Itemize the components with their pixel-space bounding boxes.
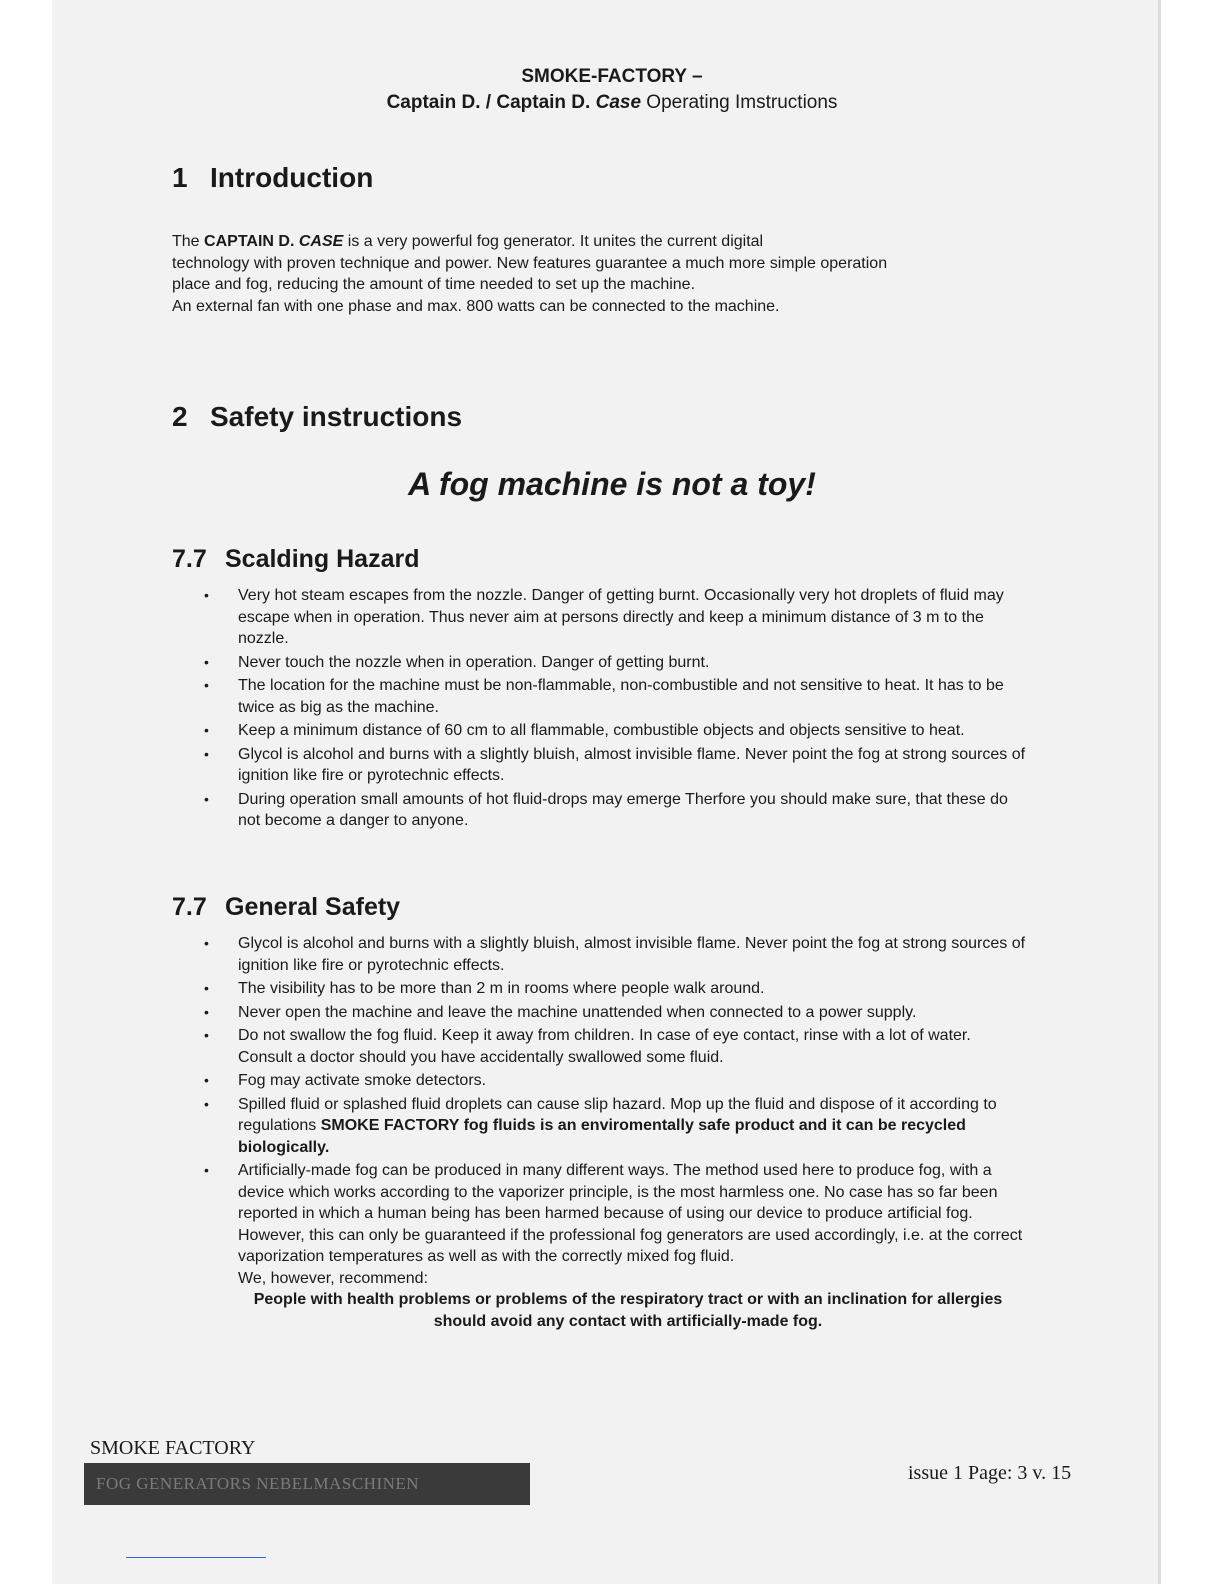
left-margin bbox=[0, 0, 52, 1584]
document-header-line1: SMOKE-FACTORY – bbox=[521, 66, 703, 87]
footer-brand: SMOKE FACTORY bbox=[90, 1437, 256, 1459]
general-safety-list bbox=[238, 933, 1028, 1334]
scalding-hazard-list bbox=[238, 585, 1028, 834]
section-heading-introduction bbox=[172, 162, 373, 194]
header-model-case: Case bbox=[595, 92, 642, 113]
subsection-number: 7.7 bbox=[172, 893, 207, 921]
section-heading-safety bbox=[172, 401, 462, 433]
section-number: 2 bbox=[172, 401, 188, 432]
footer-page-info: issue 1 Page: 3 v. 15 bbox=[908, 1462, 1072, 1484]
section-number: 1 bbox=[172, 162, 188, 193]
subsection-title: General Safety bbox=[225, 893, 401, 921]
list-item: • The visibility has to be more than 2 m in rooms where people walk around. bbox=[238, 978, 1028, 1000]
right-margin bbox=[1158, 0, 1224, 1584]
intro-text: The bbox=[172, 233, 200, 250]
list-item: • Glycol is alcohol and burns with a slightly bluish, almost invisible flame. Never point the fog at strong sources of ignition like fire or pyrotechnic effects. bbox=[238, 744, 1028, 787]
spill-text: Spilled fluid or splashed fluid droplets can cause slip hazard. Mop up the fluid and dispose of it according to regulations bbox=[238, 1095, 997, 1134]
intro-text: is a very powerful fog generator. It unites the current digital bbox=[347, 233, 764, 250]
list-item: • Fog may activate smoke detectors. bbox=[238, 1070, 1028, 1092]
intro-text: technology with proven technique and power. New features guarantee a much more simple operation bbox=[172, 254, 888, 272]
footnote-separator bbox=[126, 1557, 266, 1558]
intro-text: place and fog, reducing the amount of time needed to set up the machine. bbox=[172, 276, 696, 293]
list-item bbox=[238, 1160, 1028, 1332]
document-header-line2 bbox=[0, 92, 1224, 114]
list-item: • Do not swallow the fog fluid. Keep it away from children. In case of eye contact, rinse with a lot of water. Consult a doctor should you have accidentally swallowed some fluid. bbox=[238, 1025, 1028, 1068]
recommendation-warning: People with health problems or problems of the respiratory tract or with an inclination for allergies should avoid any contact with artificially-made fog. bbox=[253, 1291, 1003, 1330]
intro-brand: CAPTAIN D. bbox=[204, 233, 295, 250]
list-item: • During operation small amounts of hot fluid-drops may emerge Therfore you should make sure, that these do not become a danger to anyone. bbox=[238, 789, 1028, 832]
list-item: • Never open the machine and leave the machine unattended when connected to a power supply. bbox=[238, 1002, 1028, 1024]
safety-motto: A fog machine is not a toy! bbox=[408, 466, 816, 502]
list-item: • Very hot steam escapes from the nozzle. Danger of getting burnt. Occasionally very hot droplets of fluid may escape when in operation. Thus never aim at persons directly and keep a minimum distance of 3 m to the nozzle. bbox=[238, 585, 1028, 650]
header-model: Captain D. / Captain D. bbox=[386, 92, 591, 113]
subsection-heading-general-safety bbox=[172, 893, 400, 922]
section-title: Safety instructions bbox=[210, 401, 463, 432]
subsection-heading-scalding bbox=[172, 545, 420, 574]
subsection-title: Scalding Hazard bbox=[225, 545, 420, 573]
introduction-paragraph bbox=[172, 231, 1012, 317]
list-item bbox=[238, 1094, 1028, 1159]
footer-banner: FOG GENERATORS NEBELMASCHINEN bbox=[84, 1463, 530, 1505]
header-subtitle: Operating Imstructions bbox=[646, 92, 838, 113]
list-item: • The location for the machine must be non-flammable, non-combustible and not sensitive to heat. It has to be twice as big as the machine. bbox=[238, 675, 1028, 718]
intro-brand-case: CASE bbox=[298, 233, 344, 250]
subsection-number: 7.7 bbox=[172, 545, 207, 573]
list-item: • Never touch the nozzle when in operation. Danger of getting burnt. bbox=[238, 652, 1028, 674]
intro-text: An external fan with one phase and max. 800 watts can be connected to the machine. bbox=[172, 297, 780, 315]
list-item: • Keep a minimum distance of 60 cm to all flammable, combustible objects and objects sensitive to heat. bbox=[238, 720, 1028, 742]
spill-bold-text: SMOKE FACTORY fog fluids is an enviromentally safe product and it can be recycled biologically. bbox=[238, 1117, 966, 1156]
list-item: • Glycol is alcohol and burns with a slightly bluish, almost invisible flame. Never point the fog at strong sources of ignition like fire or pyrotechnic effects. bbox=[238, 933, 1028, 976]
recommend-intro: We, however, recommend: bbox=[238, 1269, 429, 1287]
artificial-fog-text: Artificially-made fog can be produced in many different ways. The method used here to produce fog, with a device which works according to the vaporizer principle, is the most harmless one. No case has so far been reported in which a human being has been harmed because of using our device to produce artificial fog. However, this can only be guaranteed if the professional fog generators are used accordingly, i.e. at the correct vaporization temperatures as well as with the correctly mixed fog fluid. bbox=[238, 1162, 1023, 1265]
section-title: Introduction bbox=[210, 162, 374, 193]
